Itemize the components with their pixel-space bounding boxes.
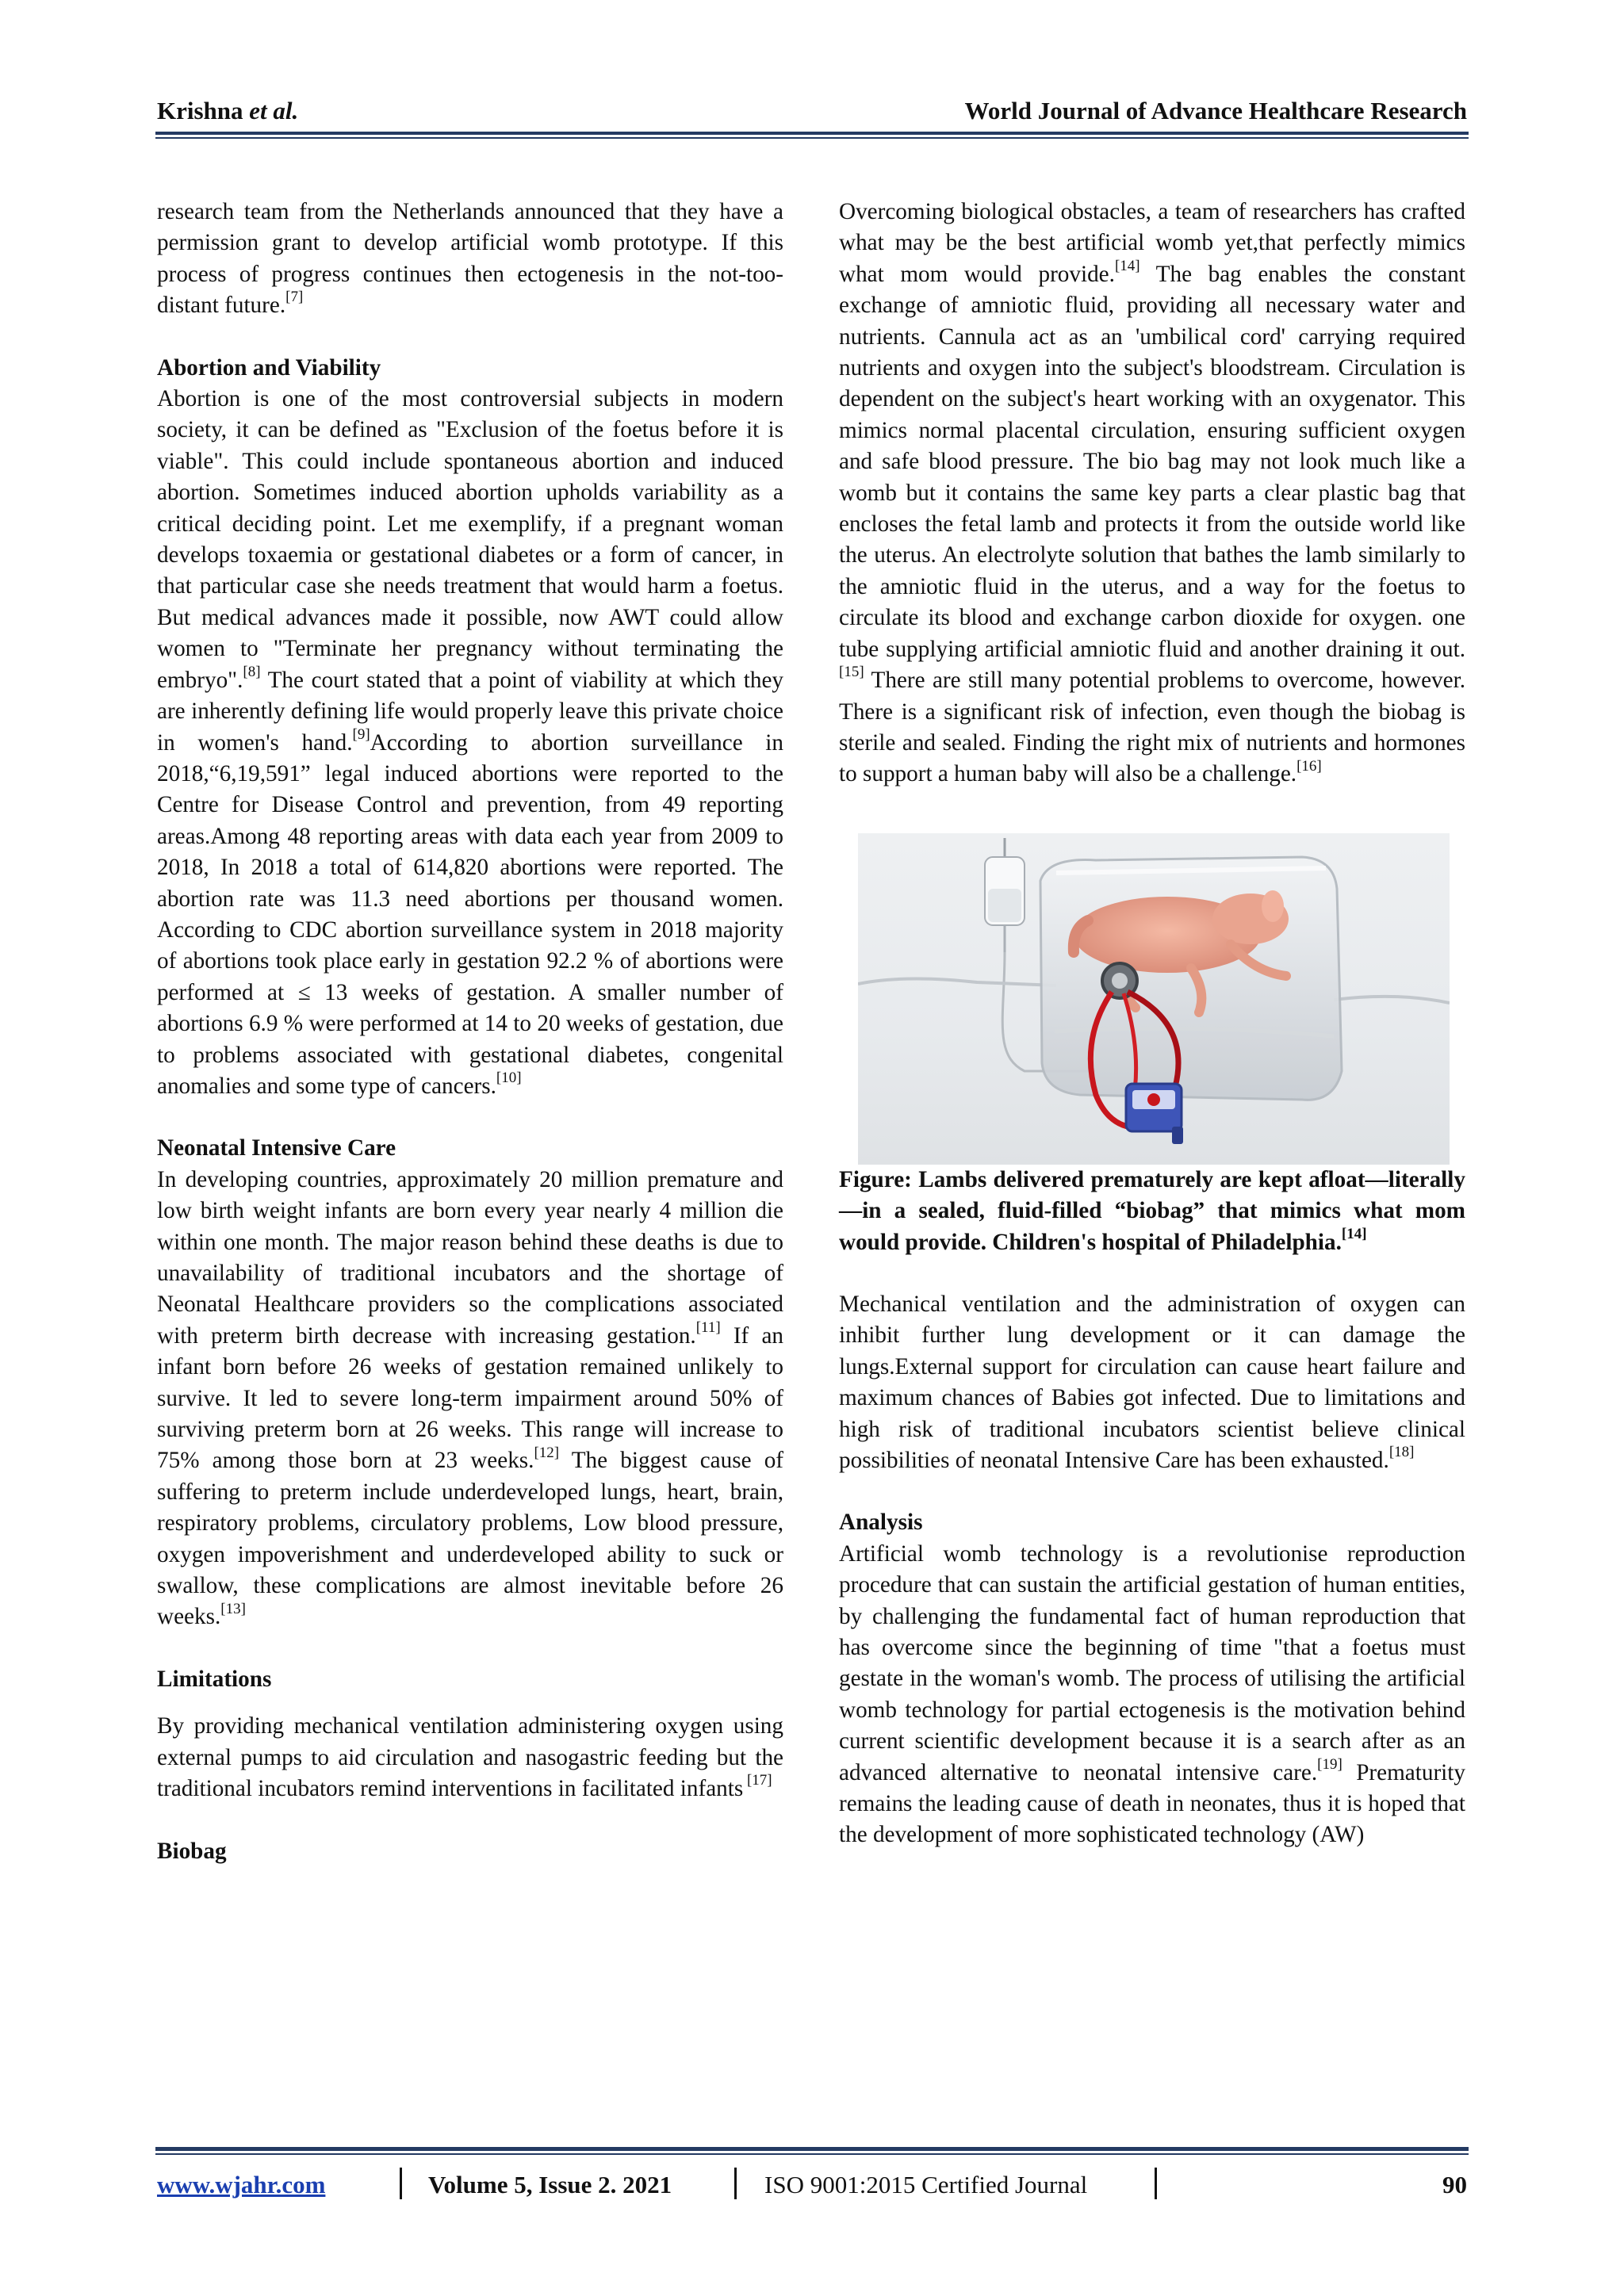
- footer-separator: [400, 2168, 402, 2199]
- header-author: [157, 97, 298, 125]
- heading-biobag: Biobag: [157, 1838, 227, 1864]
- author-name: Krishna: [157, 97, 243, 124]
- ref-11: [11]: [695, 1319, 721, 1337]
- ref-18: [18]: [1388, 1444, 1415, 1461]
- ref-14: [14]: [1114, 258, 1140, 275]
- oxygenator-icon: [1126, 1084, 1183, 1144]
- analysis-paragraph: Artificial womb technology is a revolutionise reproduction procedure that can sustain the artificial gestation of human entities, by challenging the fundamental fact of human reproduction that has overcome since the beginning of time "that a foetus must gestate in the woman's womb. The process of utilising the artificial womb technology for partial ectogenesis is the motivation behind current scientific development because it is a search after as an advanced alternative to neonatal intensive care.[19] Prematurity remains the leading cause of death in neonates, thus it is hoped that the development of more sophisticated technology (AW): [839, 1540, 1465, 1848]
- footer-separator: [734, 2168, 737, 2199]
- heading-analysis: Analysis: [839, 1510, 923, 1536]
- ref-15: [15]: [839, 664, 864, 681]
- intro-paragraph: research team from the Netherlands announced that they have a permission grant to develop artificial womb prototype. If this process of progress continues then ectogenesis in the not-too-distant future.[7]: [157, 199, 783, 319]
- ref-13: [13]: [220, 1600, 246, 1617]
- ref-14-caption: [14]: [1341, 1225, 1367, 1242]
- figure-caption: Figure: Lambs delivered prematurely are kept afloat—literally—in a sealed, fluid-filled “biobag” that mimics what mom would provide. Children's hospital of Philadelphia.[14]: [839, 1166, 1465, 1255]
- biobag-illustration: [858, 833, 1450, 1165]
- heading-abortion: Abortion and Viability: [157, 354, 381, 381]
- author-suffix: et al.: [249, 97, 299, 124]
- ref-16: [16]: [1297, 757, 1322, 775]
- footer-iso: ISO 9001:2015 Certified Journal: [764, 2171, 1088, 2198]
- biobag-figure: [858, 833, 1450, 1165]
- header-rule-thin: [155, 137, 1469, 139]
- heading-nicu: Neonatal Intensive Care: [157, 1135, 396, 1161]
- limitations-paragraph: By providing mechanical ventilation administering oxygen using external pumps to aid circulation and nasogastric feeding but the traditional incubators remind interventions in facilitated infants [17]: [157, 1713, 783, 1802]
- ventilation-paragraph: Mechanical ventilation and the administration of oxygen can inhibit further lung development or it can damage the lungs.External support for circulation can cause heart failure and maximum chances of Babies got infected. Due to limitations and high risk of traditional incubators scientist believe clinical possibilities of neonatal Intensive Care has been exhausted.[18]: [839, 1291, 1465, 1473]
- header-journal: World Journal of Advance Healthcare Research: [964, 97, 1467, 124]
- header-rule: [155, 132, 1469, 135]
- footer-volume: Volume 5, Issue 2. 2021: [428, 2171, 672, 2198]
- heading-limitations: Limitations: [157, 1666, 272, 1692]
- ref-10: [10]: [496, 1070, 522, 1087]
- biobag-paragraph: Overcoming biological obstacles, a team of researchers has crafted what may be the best artificial womb yet,that perfectly mimics what mom would provide.[14] The bag enables the constant exchange of amniotic fluid, providing all necessary water and nutrients. Cannula act as an 'umbilical cord' carrying required nutrients and oxygen into the subject's bloodstream. Circulation is dependent on the subject's heart working with an oxygenator. This mimics normal placental circulation, ensuring sufficient oxygen and safe blood pressure. The bio bag may not look much like a womb but it contains the same key parts a clear plastic bag that encloses the fetal lamb and protects it from the outside world like the uterus. An electrolyte solution that bathes the lamb similarly to the amniotic fluid in the uterus, and a way for the foetus to circulate its blood and exchange carbon dioxide for oxygen. one tube supplying artificial amniotic fluid and another draining it out.[15] There are still many potential problems to overcome, however. There is a significant risk of infection, even though the biobag is sterile and sealed. Finding the right mix of nutrients and hormones to support a human baby will also be a challenge.[16]: [839, 199, 1465, 787]
- page-footer: [157, 2171, 1467, 2206]
- page-header: [157, 97, 1467, 132]
- page-number: 90: [1442, 2171, 1467, 2198]
- biobag-bag: [1040, 857, 1342, 1100]
- abortion-paragraph: Abortion is one of the most controversial subjects in modern society, it can be defined as "Exclusion of the foetus before it is viable". This could include spontaneous abortion and induced abortion. Sometimes induced abortion upholds variability as a critical deciding point. Let me exemplify, if a pregnant woman develops toxaemia or gestational diabetes or a form of cancer, in that particular case she needs treatment that would harm a foetus. But medical advances made it possible, now AWT could allow women to "Terminate her pregnancy without terminating the embryo".[8] The court stated that a point of viability at which they are inherently defining life would properly leave this private choice in women's hand.[9]According to abortion surveillance in 2018,“6,19,591” legal induced abortions were reported to the Centre for Disease Control and prevention, from 49 reporting areas.Among 48 reporting areas with data each year from 2009 to 2018, In 2018 a total of 614,820 abortions were reported. The abortion rate was 11.3 need abortions per thousand women. According to CDC abortion surveillance system in 2018 majority of abortions took place early in gestation 92.2 % of abortions were performed at ≤ 13 weeks of gestation. A smaller number of abortions 6.9 % were performed at 14 to 20 weeks of gestation, due to problems associated with gestational diabetes, congenital anomalies and some type of cancers.[10]: [157, 386, 784, 1099]
- right-column: [839, 197, 1465, 1851]
- ref-8: [8]: [243, 663, 261, 680]
- ref-9: [9]: [352, 725, 370, 743]
- footer-url-link[interactable]: www.wjahr.com: [157, 2171, 326, 2198]
- ref-17: [17]: [743, 1772, 772, 1789]
- nicu-paragraph: In developing countries, approximately 20 million premature and low birth weight infants are born every year nearly 4 million die within one month. The major reason behind these deaths is due to unavailability of traditional incubators and the shortage of Neonatal Healthcare providers so the complications associated with preterm birth decrease with increasing gestation.[11] If an infant born before 26 weeks of gestation remained unlikely to survive. It led to severe long-term impairment around 50% of surviving preterm born at 26 weeks. This range will increase to 75% among those born at 23 weeks.[12] The biggest cause of suffering to preterm include underdeveloped lungs, heart, brain, respiratory problems, circulatory problems, Low blood pressure, oxygen impoverishment and underdeveloped ability to suck or swallow, these complications are almost inevitable before 26 weeks.[13]: [157, 1166, 784, 1630]
- footer-rule: [155, 2147, 1469, 2151]
- ref-19: [19]: [1317, 1755, 1342, 1773]
- ref-7: [7]: [285, 289, 304, 306]
- footer-separator: [1155, 2168, 1157, 2199]
- footer-rule-thin: [155, 2153, 1469, 2155]
- ref-12: [12]: [534, 1444, 560, 1461]
- left-column: [157, 197, 783, 1867]
